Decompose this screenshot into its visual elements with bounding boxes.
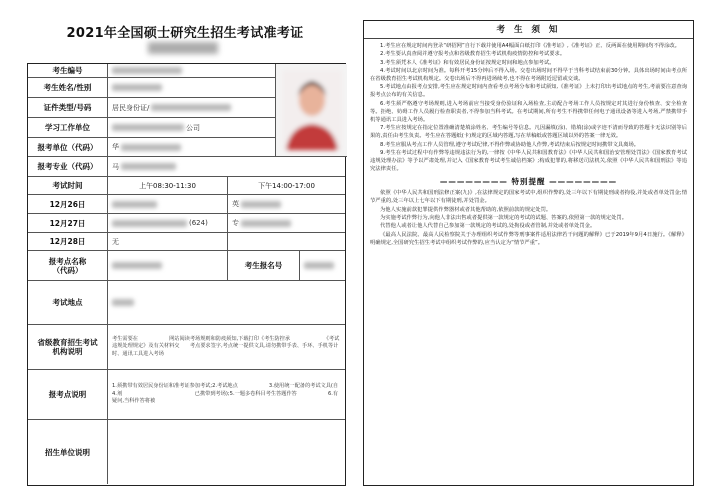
value-site-notes: 1.须携带有效居民身份证和准考证参加考试;2.考试地点 3.使用统一配备的考试文具(自 4.剂 已携带到考场);5.一题多卷科目考生答题作答 6.有疑问,当科作答将被 [112,383,391,405]
row-date-3 [28,233,345,251]
special-paragraph: 为实施考试作弊行为,向他人非法出售或者提供第一款规定的考试的试题、答案的,依照第一款的规定处罚。 [380,214,628,221]
notice-title: 考 生 须 知 [364,21,693,39]
notice-paragraph: 4.考试时间以北京时间为准。每科开考15分钟后不得入场。交卷出场时间不得早于当科考试结束前30分钟。具体出场时间由考点所在省级教育招生考试机构规定。交卷出场后不得再进场续考,也不得在考场附近逗留或交谈。 [370,68,687,83]
label-registration-number: 考生报名号 [228,251,300,280]
label-exam-number: 考生编号 [28,64,108,77]
row-date-2 [28,214,345,233]
row-school-notes [28,420,345,484]
label-school-notes: 招生单位说明 [28,420,108,484]
special-paragraph: 代替他人或者让他人代替自己参加第一款规定的考试的,处拘役或者管制,并处或者单处罚金。 [380,223,596,230]
special-paragraph: 为他人实施前款犯罪提供作弊器材或者其他帮助的,依照前款的规定处罚。 [380,206,552,213]
row-name-gender [28,78,275,98]
label-apply-unit: 报考单位（代码） [28,138,108,156]
header-morning: 上午08:30-11:30 [108,177,228,194]
label-apply-major: 报考专业（代码） [28,157,108,176]
day2-afternoon-prefix: 专 [232,219,239,227]
value-school-notes [108,420,345,484]
day2-afternoon [228,214,345,232]
date-2: 12月27日 [28,214,108,232]
row-site-notes [28,370,391,420]
value-apply-major [108,157,345,176]
notice-paragraph: 2.考生要认真查阅并遵守报考点和省级教育招生考试机构疫情防控和考试要求。 [380,51,566,58]
special-paragraph: 依照《中华人民共和国刑法修正案(九)》,在法律规定的国家考试中,组织作弊的,处三年以下有期徒刑或者拘役,并处或者单处罚金;情节严重的,处三年以上七年以下有期徒刑,并处罚金。 [370,190,687,205]
notice-paragraph: 3.考生须凭本人《准考证》和有效居民身份证按规定时间和地点参加考试。 [380,59,555,66]
label-id-type-number: 证件类型/号码 [28,98,108,117]
value-exam-location [108,281,345,324]
value-exam-number [108,64,275,77]
value-name-gender [108,78,275,97]
header-afternoon: 下午14:00-17:00 [258,181,315,190]
row-apply-unit [28,138,275,157]
photo-image [282,70,342,150]
value-province-notes: 考生需要在 网站阅读考场规则和防疫须知,下载打印《考生防控承 《考试违规处理规定》及有关材料交 考点要求签字,考点统一提供文具,请勿携带手表、手环、手机等计时、通讯工具进入考场 [112,335,340,357]
date-1: 12月26日 [28,195,108,213]
row-work-unit [28,118,275,138]
value-id [108,98,275,117]
special-title-text: 特别提醒 [511,177,546,187]
day1-morning [108,195,228,213]
label-site-notes: 报考点说明 [28,370,108,419]
row-date-1 [28,195,345,214]
special-paragraph: 《最高人民法院、最高人民检察院关于办理组织考试作弊等刑事案件适用法律若干问题的解释》已于2019年9月4日施行。《解释》明确规定,全国研究生招生考试中组织考试作弊的,应当认定为“情节严重”。 [370,231,687,246]
value-registration-number [300,251,345,280]
row-site [28,251,345,281]
label-province-notes: 省级教育招生考试 机构说明 [28,325,108,369]
day1-afternoon [228,195,345,213]
notice-paragraph: 1.考生应在规定时间内登录“研招网”自行下载并使用A4幅面白纸打印《准考证》,《准考证》正、反两面在使用期间均不得涂改。 [380,43,680,49]
page-title: 2021年全国硕士研究生招生考试准考证 [66,26,304,41]
row-apply-major [28,157,345,177]
apply-unit-prefix: 华 [112,143,119,151]
apply-major-prefix: 马 [112,162,119,171]
notice-paragraph: 6.考生须严格遵守考场规则,进入考场前应当接受身份验证和入场检查,主动配合考场工作人员按规定对其进行身份核查、安全检查等。拒绝、妨碍工作人员履行检查职责者,不得参加当科考试。在考试期间,所有考生不得携带任何电子通讯设备等进入考场,严禁携带手机等通讯工具进入考场。 [370,100,687,123]
row-exam-location [28,281,345,325]
value-apply-unit [108,138,275,156]
label-work-unit: 学习工作单位 [28,118,108,137]
notice-paragraph: 7.考生应按规定在指定位置准确清楚填涂姓名、考生编号等信息。凡因漏填(涂)、错填(涂)或字迹不清而导致的答题卡无法识别等后果的,责任由考生负责。考生应在答题纸(卡)规定的区域内答题,写在草稿纸或答题区域以外的答案一律无效。 [370,125,687,140]
work-unit-suffix: 公司 [186,123,200,132]
admission-ticket [27,63,391,486]
label-exam-time: 考试时间 [28,177,108,194]
notice-paragraph: 9.考生在考试过程中有作弊等违规违法行为的,一律按《中华人民共和国教育法》《中华人民共和国治安管理处罚法》《国家教育考试违规处理办法》等予以严肃处理,并记入《国家教育考试考生诚信档案》;构成犯罪的,将移送司法机关,依照《中华人民共和国刑法》等追究法律责任。 [370,149,687,173]
row-exam-number [28,64,275,78]
row-exam-time-header [28,177,345,195]
special-reminder-title: ———————— 特别提醒 ———————— [439,177,618,187]
day3-morning: 无 [108,233,228,250]
row-province-notes [28,325,345,370]
day1-afternoon-prefix: 英 [232,200,239,208]
redacted-text [148,42,218,54]
date-3: 12月28日 [28,233,108,250]
value-work-unit [108,118,275,137]
label-site-name: 报考点名称 （代码） [28,251,108,280]
candidate-notice [363,20,694,486]
label-exam-location: 考试地点 [28,281,108,324]
day3-afternoon [228,233,345,250]
label-name-gender: 考生姓名/性别 [28,78,108,97]
day2-morning-code: (624) [189,219,208,227]
notice-paragraph: 5.考试地点由报考点安排,考生应在规定时间内查看考点考场分布和考试须知,《准考证》上未打印出考试地点的考生,考前要注意查询报考点公布的有关信息。 [370,84,687,99]
row-id [28,98,275,118]
value-site-name [108,251,228,280]
candidate-photo [275,64,347,157]
day2-morning [108,214,228,232]
id-type-prefix: 居民身份证/ [112,103,150,112]
notice-paragraph: 8.考生应服从考点工作人员管理,遵守考试纪律,不得作弊或协助他人作弊,考试结束后按规定时间携带文具离场。 [380,141,640,148]
